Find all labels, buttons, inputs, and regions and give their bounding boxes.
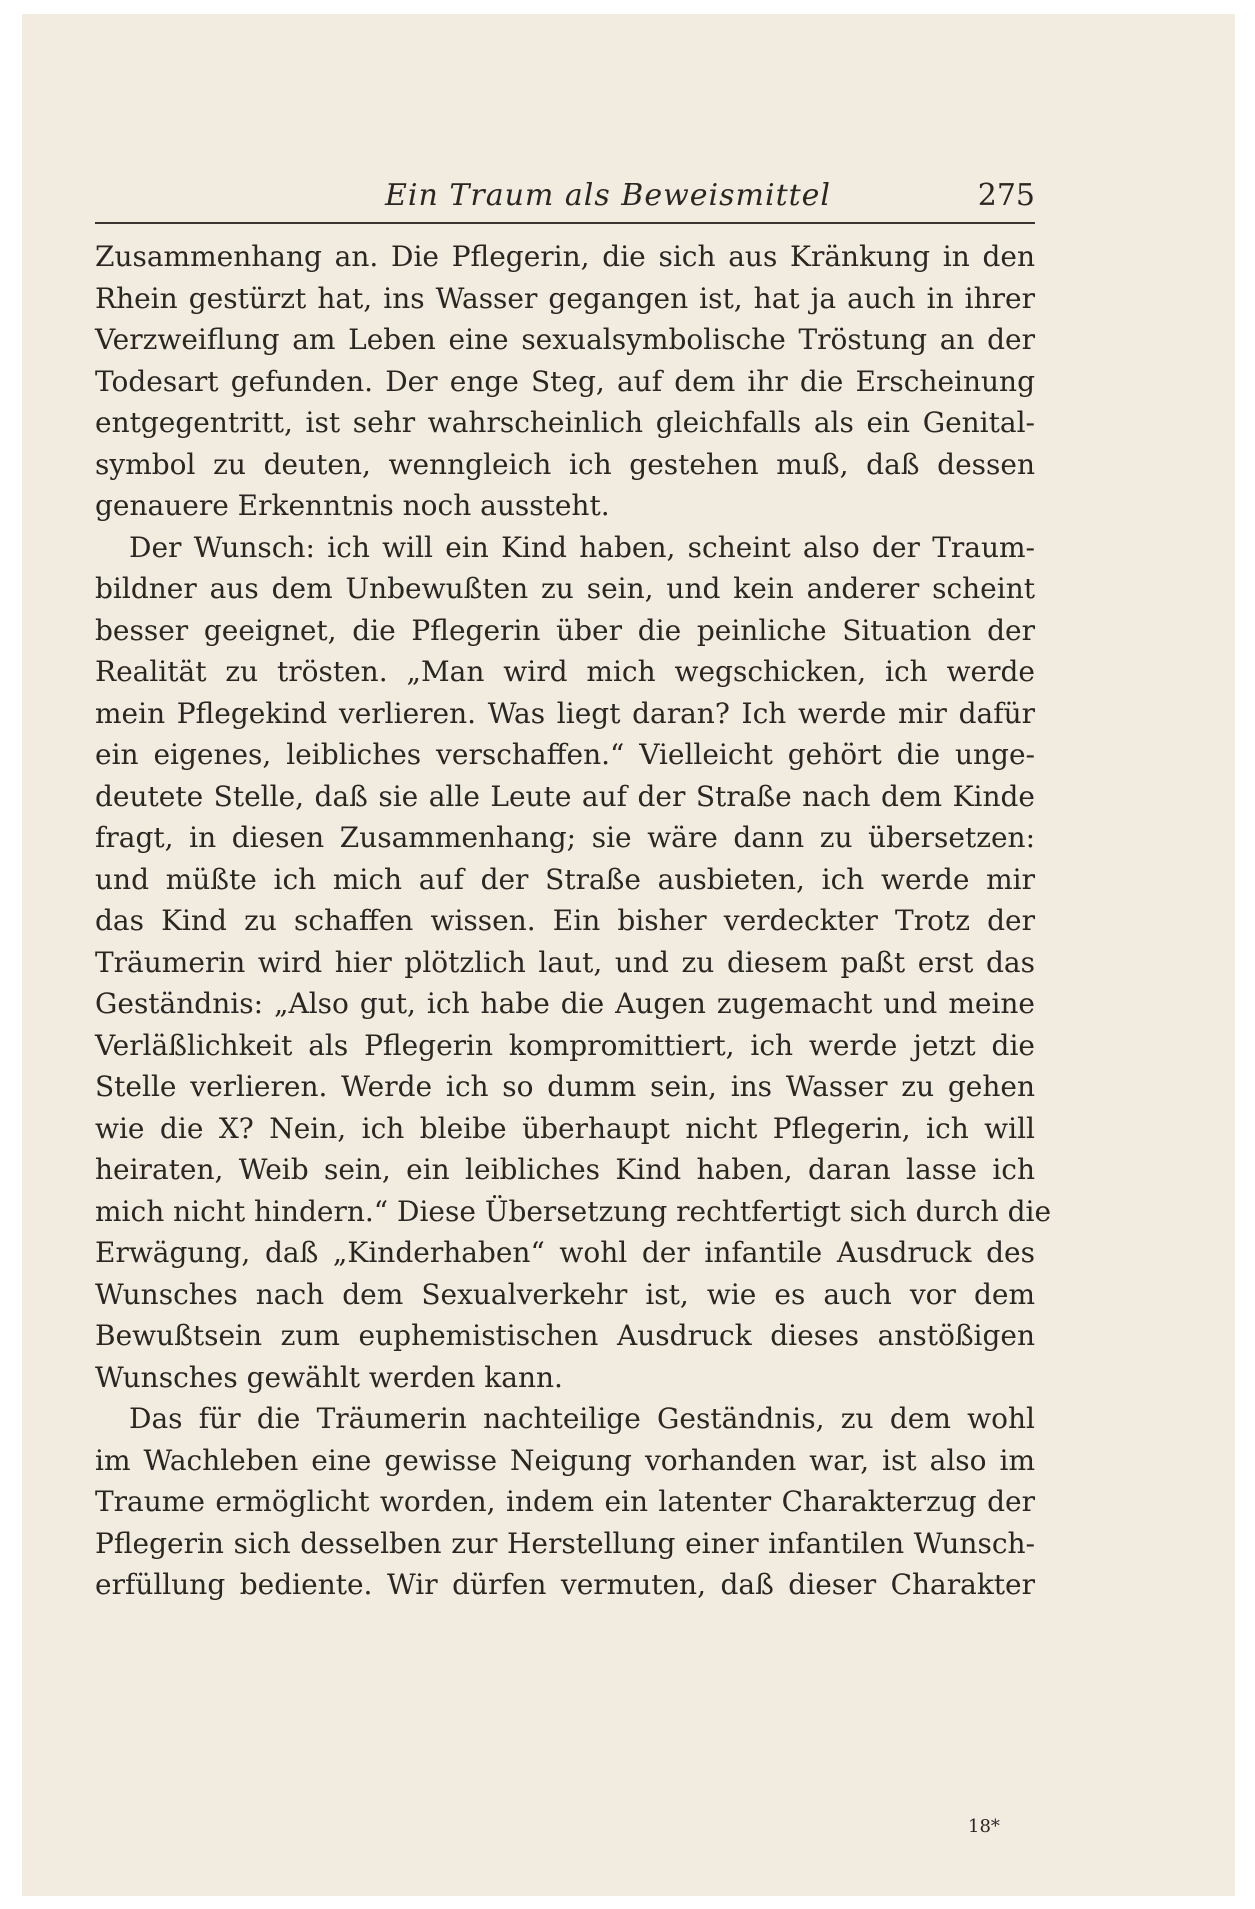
text-line: wie die X? Nein, ich bleibe überhaupt nicht Pflegerin, ich will — [95, 1111, 1035, 1145]
text-line: besser geeignet, die Pflegerin über die peinliche Situation der — [95, 613, 1035, 647]
text-line: das Kind zu schaffen wissen. Ein bisher verdeckter Trotz der — [95, 904, 1035, 937]
text-line: entgegentritt, ist sehr wahrscheinlich gleichfalls als ein Genital- — [95, 406, 1035, 439]
text-line: heiraten, Weib sein, ein leibliches Kind haben, daran lasse ich — [95, 1153, 1035, 1186]
paragraph — [95, 236, 1035, 527]
paragraph — [95, 1398, 1035, 1606]
text-line: symbol zu deuten, wenngleich ich gestehen muß, daß dessen — [95, 447, 1035, 481]
body-text — [95, 236, 1052, 1606]
text-line: deutete Stelle, daß sie alle Leute auf der Straße nach dem Kinde — [95, 779, 1035, 813]
text-line: Rhein gestürzt hat, ins Wasser gegangen ist, hat ja auch in ihrer — [95, 281, 1035, 315]
text-line: bildner aus dem Unbewußten zu sein, und kein anderer scheint — [95, 572, 1035, 605]
text-line: Erwägung, daß „Kinderhaben“ wohl der infantile Ausdruck des — [95, 1236, 1035, 1269]
text-line: Verzweiflung am Leben eine sexualsymbolische Tröstung an der — [95, 323, 1035, 356]
signature-mark: 18* — [968, 1816, 1000, 1837]
text-line: erfüllung bediente. Wir dürfen vermuten, daß dieser Charakter — [95, 1568, 1035, 1601]
page-header — [95, 178, 1035, 224]
text-line: Das für die Träumerin nachteilige Geständnis, zu dem wohl — [129, 1402, 1035, 1435]
text-line: und müßte ich mich auf der Straße ausbieten, ich werde mir — [95, 862, 1035, 896]
text-line: Geständnis: „Also gut, ich habe die Augen zugemacht und meine — [95, 987, 1035, 1020]
running-title: Ein Traum als Beweismittel — [385, 178, 832, 213]
text-line: Zusammenhang an. Die Pflegerin, die sich aus Kränkung in den — [95, 240, 1035, 273]
paragraph — [95, 527, 1052, 1399]
text-line: Stelle verlieren. Werde ich so dumm sein, ins Wasser zu gehen — [95, 1070, 1035, 1103]
text-line: Der Wunsch: ich will ein Kind haben, scheint also der Traum- — [129, 530, 1035, 564]
text-line: Verläßlichkeit als Pflegerin kompromittiert, ich werde jetzt die — [95, 1028, 1035, 1062]
text-line: Realität zu trösten. „Man wird mich wegschicken, ich werde — [95, 655, 1035, 688]
text-line: Wunsches gewählt werden kann. — [95, 1360, 563, 1394]
text-line: mein Pflegekind verlieren. Was liegt daran? Ich werde mir dafür — [95, 696, 1035, 730]
text-line: fragt, in diesen Zusammenhang; sie wäre dann zu übersetzen: — [95, 821, 1035, 854]
text-line: Bewußtsein zum euphemistischen Ausdruck dieses anstößigen — [95, 1319, 1035, 1352]
text-line: Pflegerin sich desselben zur Herstellung einer infantilen Wunsch- — [95, 1526, 1035, 1560]
text-line: genauere Erkenntnis noch aussteht. — [95, 489, 610, 522]
page-number: 275 — [977, 178, 1035, 213]
text-line: Traume ermöglicht worden, indem ein latenter Charakterzug der — [95, 1485, 1035, 1518]
text-line: Träumerin wird hier plötzlich laut, und zu diesem paßt erst das — [95, 945, 1035, 979]
text-line: im Wachleben eine gewisse Neigung vorhanden war, ist also im — [95, 1443, 1035, 1477]
text-line: Todesart gefunden. Der enge Steg, auf dem ihr die Erscheinung — [95, 364, 1035, 398]
text-line: Wunsches nach dem Sexualverkehr ist, wie es auch vor dem — [95, 1277, 1035, 1311]
text-line: ein eigenes, leibliches verschaffen.“ Vielleicht gehört die unge- — [95, 738, 1035, 771]
text-line: mich nicht hindern.“ Diese Übersetzung rechtfertigt sich durch die — [95, 1194, 1052, 1228]
